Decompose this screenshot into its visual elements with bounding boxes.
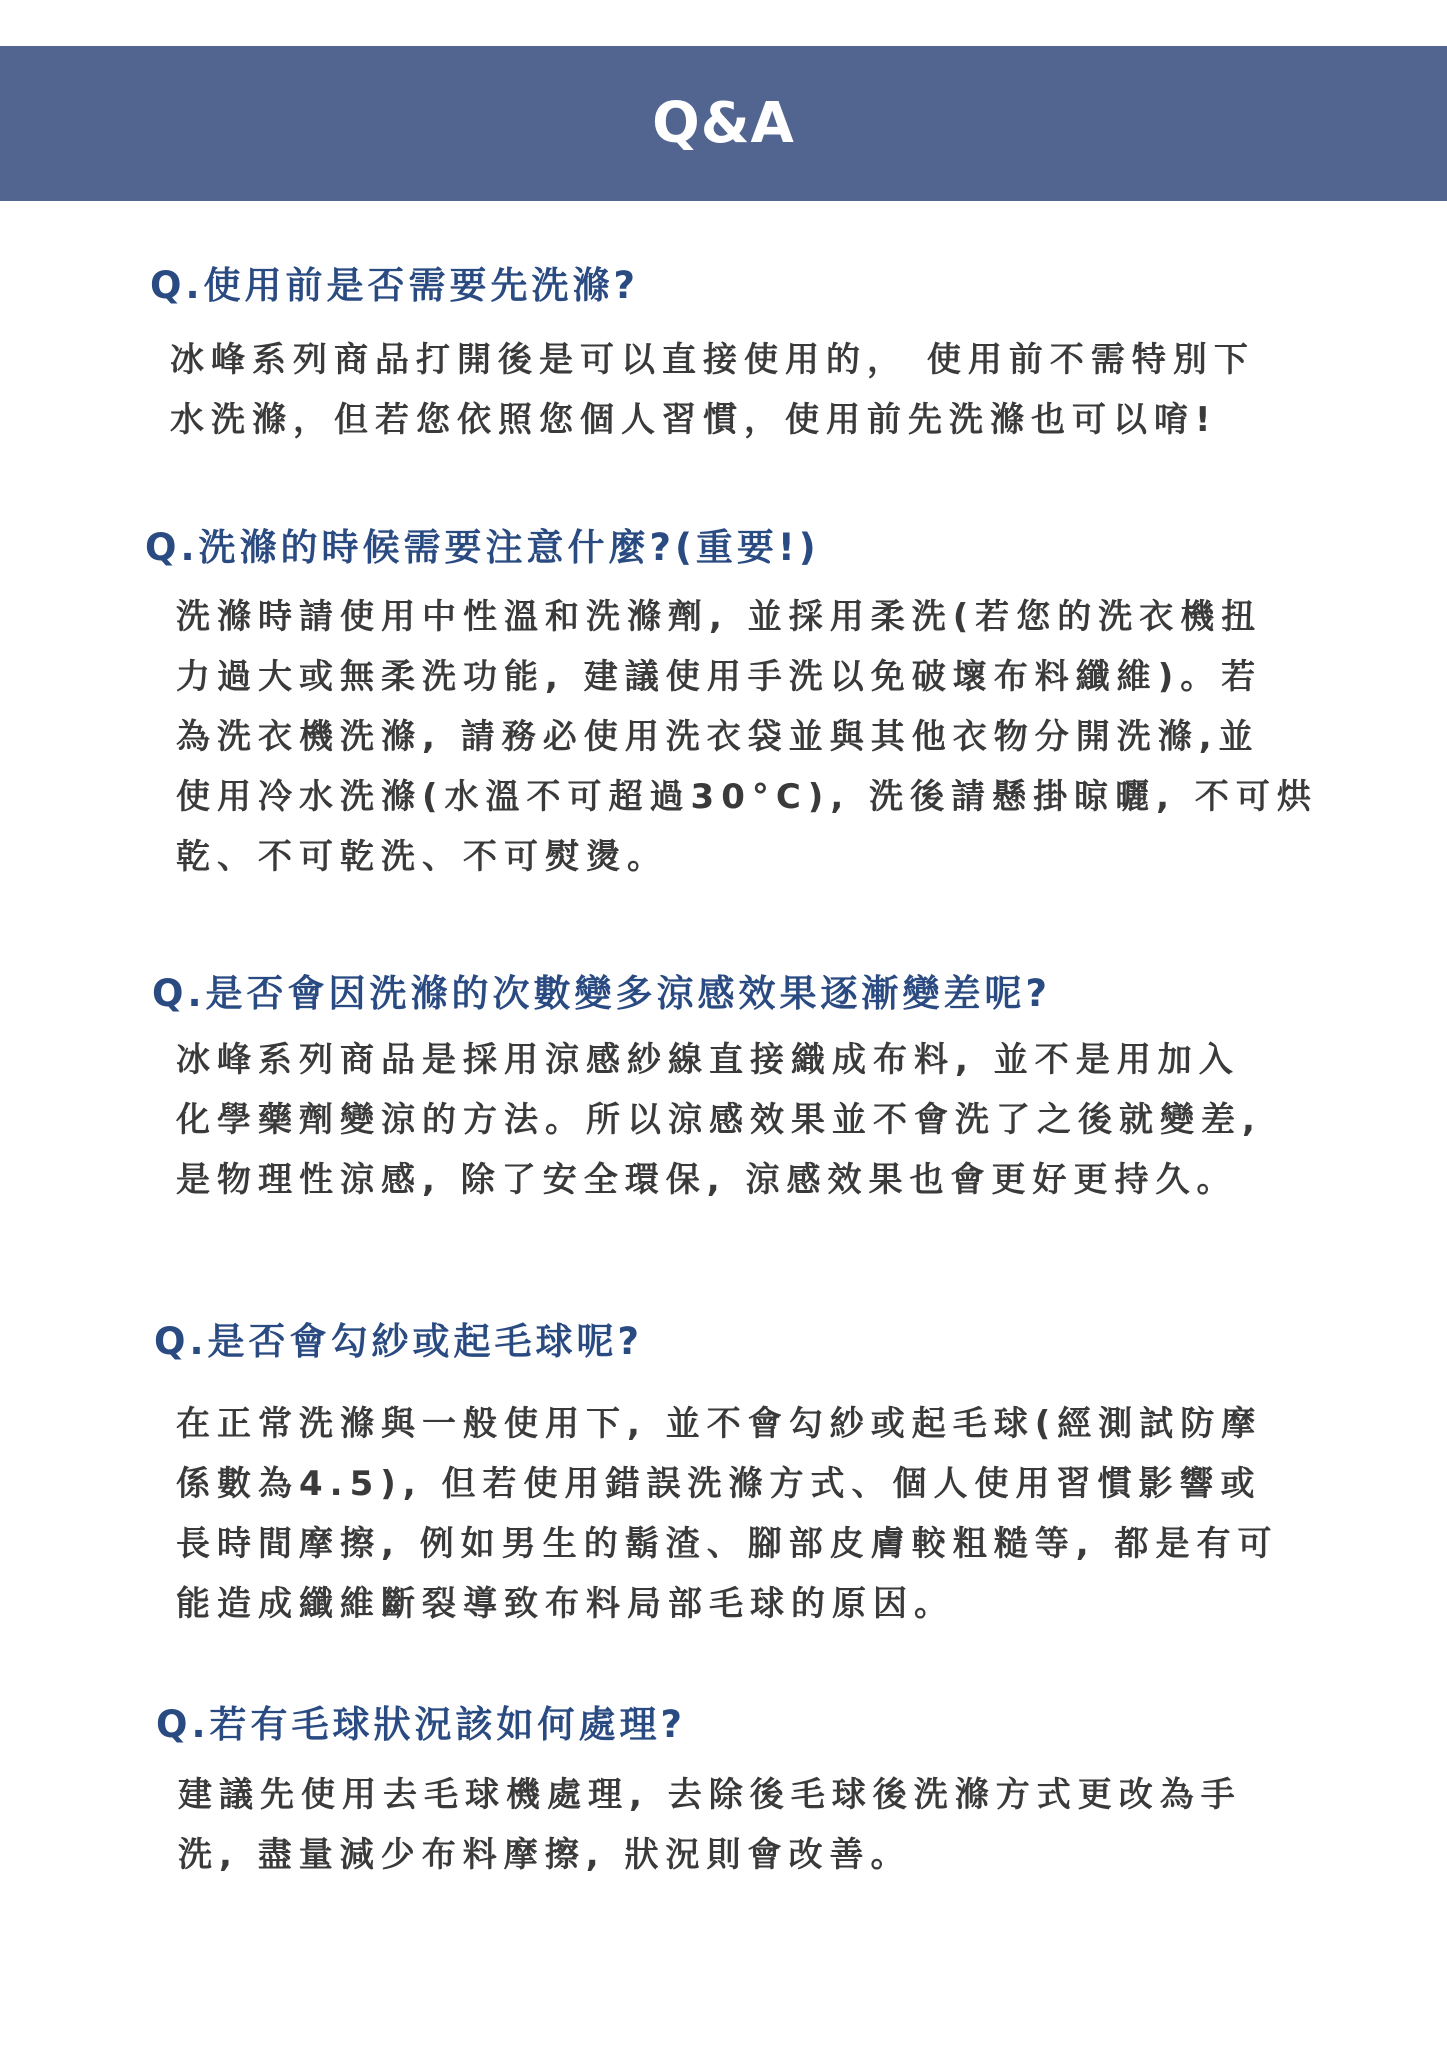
question-4: Q.是否會勾紗或起毛球呢? bbox=[154, 1320, 643, 1363]
answer-2-line-2: 力過大或無柔洗功能, 建議使用手洗以免破壞布料纖維)。若 bbox=[176, 657, 1263, 697]
question-1: Q.使用前是否需要先洗滌? bbox=[150, 264, 639, 307]
answer-1 bbox=[170, 330, 1447, 450]
answer-4-line-3: 長時間摩擦, 例如男生的鬍渣、腳部皮膚較粗糙等, 都是有可 bbox=[176, 1524, 1279, 1564]
question-2: Q.洗滌的時候需要注意什麼?(重要!) bbox=[145, 526, 820, 569]
answer-3-line-3: 是物理性涼感, 除了安全環保, 涼感效果也會更好更持久。 bbox=[176, 1160, 1238, 1200]
answer-5-line-1: 建議先使用去毛球機處理, 去除後毛球後洗滌方式更改為手 bbox=[178, 1775, 1242, 1815]
answer-3-line-1: 冰峰系列商品是採用涼感紗線直接織成布料, 並不是用加入 bbox=[176, 1040, 1240, 1080]
qa-item-2 bbox=[0, 526, 1447, 887]
answer-1-line-1: 冰峰系列商品打開後是可以直接使用的， 使用前不需特別下 bbox=[170, 340, 1255, 380]
answer-2-line-3: 為洗衣機洗滌, 請務必使用洗衣袋並與其他衣物分開洗滌,並 bbox=[176, 717, 1260, 757]
answer-5 bbox=[178, 1765, 1447, 1885]
answer-2-line-5: 乾、不可乾洗、不可熨燙。 bbox=[176, 837, 668, 877]
answer-1-line-2: 水洗滌，但若您依照您個人習慣，使用前先洗滌也可以唷! bbox=[170, 400, 1218, 440]
qa-item-5 bbox=[0, 1703, 1447, 1885]
answer-4-line-1: 在正常洗滌與一般使用下, 並不會勾紗或起毛球(經測試防摩 bbox=[176, 1404, 1263, 1444]
question-5: Q.若有毛球狀況該如何處理? bbox=[156, 1703, 686, 1746]
answer-4-line-4: 能造成纖維斷裂導致布料局部毛球的原因。 bbox=[176, 1584, 955, 1624]
answer-3-line-2: 化學藥劑變涼的方法。所以涼感效果並不會洗了之後就變差, bbox=[176, 1100, 1262, 1140]
answer-2 bbox=[176, 587, 1447, 887]
answer-4-line-2: 係數為4.5), 但若使用錯誤洗滌方式、個人使用習慣影響或 bbox=[176, 1464, 1262, 1504]
qa-item-4 bbox=[0, 1320, 1447, 1634]
qa-item-1 bbox=[0, 264, 1447, 450]
page-title: Q&A bbox=[652, 91, 795, 156]
qa-item-3 bbox=[0, 972, 1447, 1210]
answer-2-line-4: 使用冷水洗滌(水溫不可超過30°C), 洗後請懸掛晾曬, 不可烘 bbox=[176, 777, 1318, 817]
answer-5-line-2: 洗, 盡量減少布料摩擦, 狀況則會改善。 bbox=[178, 1835, 912, 1875]
question-3: Q.是否會因洗滌的次數變多涼感效果逐漸變差呢? bbox=[152, 972, 1051, 1015]
answer-2-line-1: 洗滌時請使用中性溫和洗滌劑, 並採用柔洗(若您的洗衣機扭 bbox=[176, 597, 1263, 637]
answer-3 bbox=[176, 1030, 1447, 1210]
answer-4 bbox=[176, 1394, 1447, 1634]
qa-header-band bbox=[0, 46, 1447, 201]
